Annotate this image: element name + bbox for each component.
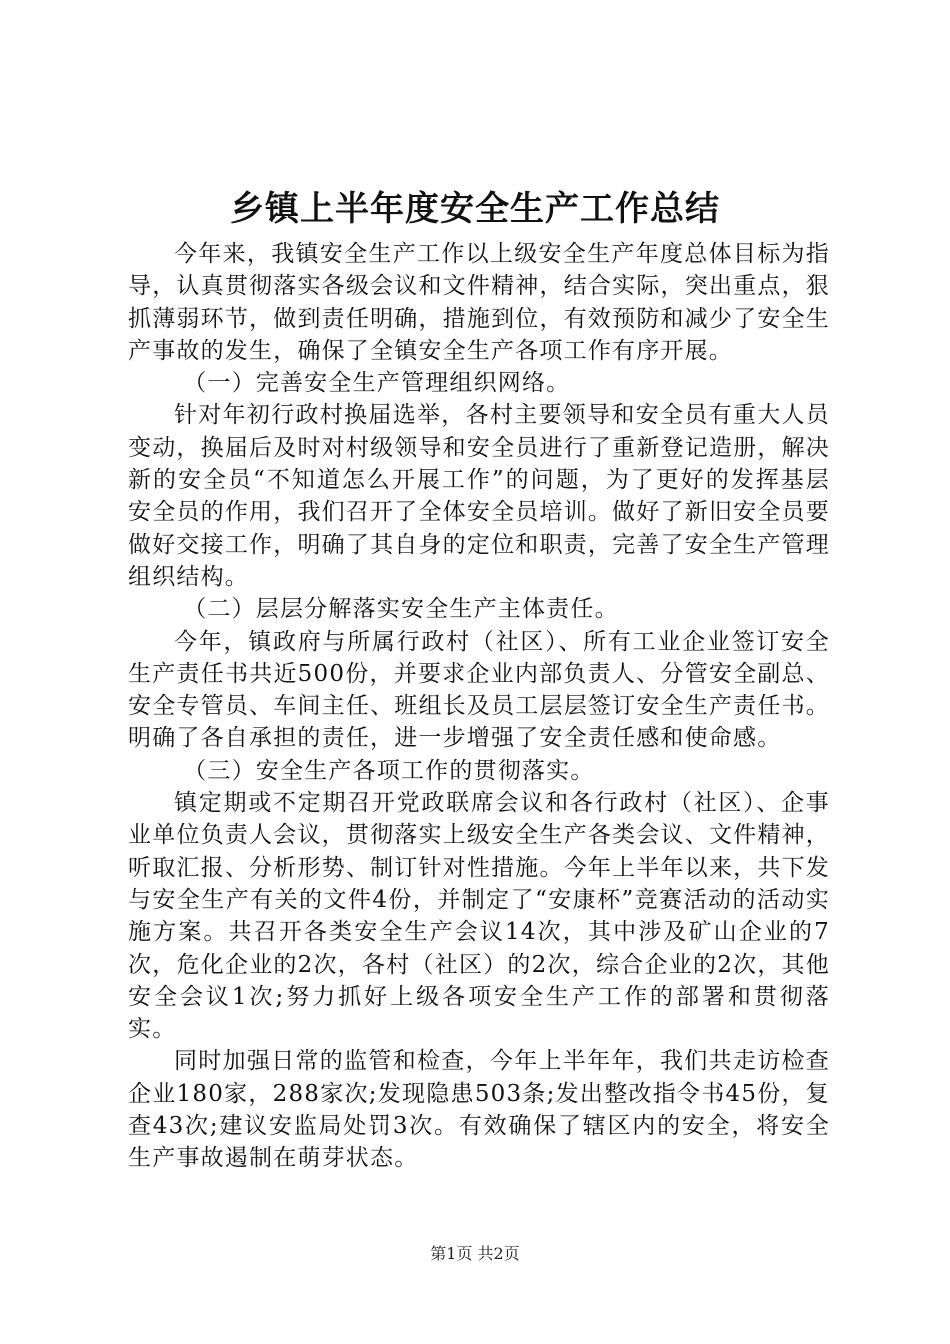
section-heading-3: （三）安全生产各项工作的贯彻落实。 (183, 757, 595, 784)
section-heading-2: （二）层层分解落实安全生产主体责任。 (183, 596, 619, 623)
paragraph-section-1: 针对年初行政村换届选举，各村主要领导和安全员有重大人员变动，换届后及时对村级领导和安全员进行了重新登记造册，解决新的安全员“不知道怎么开展工作”的问题，为了更好的发挥基层安全员的作用，我们召开了全体安全员培训。做好了新旧安全员要做好交接工作，明确了其自身的定位和职责，完善了安全生产管理组织结构。 (128, 402, 830, 590)
section-heading-1: （一）完善安全生产管理组织网络。 (183, 370, 571, 397)
document-body (128, 238, 830, 1175)
paragraph-intro: 今年来，我镇安全生产工作以上级安全生产年度总体目标为指导，认真贯彻落实各级会议和文件精神，结合实际，突出重点，狠抓薄弱环节，做到责任明确，措施到位，有效预防和减少了安全生产事故的发生，确保了全镇安全生产各项工作有序开展。 (128, 241, 830, 364)
paragraph-inspection: 同时加强日常的监管和检查，今年上半年年，我们共走访检查企业180家，288家次;发现隐患503条;发出整改指令书45份，复查43次;建议安监局处罚3次。有效确保了辖区内的安全，将安全生产事故遏制在萌芽状态。 (128, 1048, 830, 1172)
document-title: 乡镇上半年度安全生产工作总结 (230, 189, 720, 229)
paragraph-section-3: 镇定期或不定期召开党政联席会议和各行政村（社区）、企事业单位负责人会议，贯彻落实上级安全生产各类会议、文件精神，听取汇报、分析形势、制订针对性措施。今年上半年以来，共下发与安全生产有关的文件4份，并制定了“安康杯”竞赛活动的活动实施方案。共召开各类安全生产会议14次，其中涉及矿山企业的7次，危化企业的2次，各村（社区）的2次，综合企业的2次，其他安全会议1次;努力抓好上级各项安全生产工作的部署和贯彻落实。 (128, 790, 830, 1043)
paragraph-section-2: 今年，镇政府与所属行政村（社区）、所有工业企业签订安全生产责任书共近500份，并要求企业内部负责人、分管安全副总、安全专管员、车间主任、班组长及员工层层签订安全生产责任书。明确了各自承担的责任，进一步增强了安全责任感和使命感。 (128, 628, 830, 752)
page-number-footer: 第1页 共2页 (430, 1244, 520, 1263)
